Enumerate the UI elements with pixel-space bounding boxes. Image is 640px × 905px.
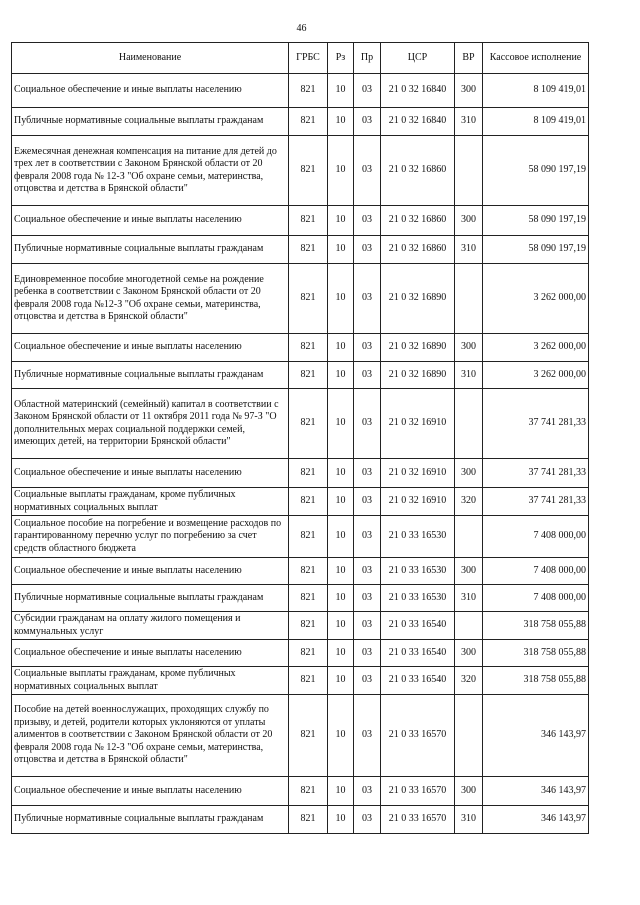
row-pr: 03	[354, 459, 381, 488]
row-vr: 300	[455, 459, 483, 488]
row-pr: 03	[354, 777, 381, 806]
row-amount: 58 090 197,19	[483, 236, 589, 264]
row-pr: 03	[354, 640, 381, 667]
header-grbs: ГРБС	[289, 43, 328, 74]
row-rz: 10	[328, 74, 354, 108]
row-rz: 10	[328, 640, 354, 667]
row-pr: 03	[354, 74, 381, 108]
row-name: Публичные нормативные социальные выплаты гражданам	[12, 108, 289, 136]
row-amount: 318 758 055,88	[483, 612, 589, 640]
row-grbs: 821	[289, 136, 328, 206]
table-row	[12, 667, 589, 695]
row-grbs: 821	[289, 585, 328, 612]
header-amount: Кассовое исполнение	[483, 43, 589, 74]
header-rz: Рз	[328, 43, 354, 74]
row-vr: 310	[455, 806, 483, 834]
row-name: Социальное обеспечение и иные выплаты населению	[12, 74, 289, 108]
table-body	[12, 74, 589, 834]
row-grbs: 821	[289, 264, 328, 334]
row-rz: 10	[328, 558, 354, 585]
row-csr: 21 0 32 16860	[381, 236, 455, 264]
row-pr: 03	[354, 206, 381, 236]
table-header-row	[12, 43, 589, 74]
row-pr: 03	[354, 136, 381, 206]
row-vr: 300	[455, 74, 483, 108]
row-grbs: 821	[289, 236, 328, 264]
row-pr: 03	[354, 585, 381, 612]
row-rz: 10	[328, 362, 354, 389]
row-name: Субсидии гражданам на оплату жилого помещения и коммунальных услуг	[12, 612, 289, 640]
row-vr: 300	[455, 558, 483, 585]
table-row	[12, 389, 589, 459]
page-number: 46	[296, 23, 307, 34]
header-vr: ВР	[455, 43, 483, 74]
row-pr: 03	[354, 362, 381, 389]
row-vr: 300	[455, 640, 483, 667]
row-pr: 03	[354, 264, 381, 334]
row-vr: 310	[455, 585, 483, 612]
row-pr: 03	[354, 236, 381, 264]
row-csr: 21 0 32 16890	[381, 362, 455, 389]
row-rz: 10	[328, 236, 354, 264]
table-row	[12, 695, 589, 777]
row-csr: 21 0 32 16890	[381, 334, 455, 362]
row-vr: 320	[455, 667, 483, 695]
row-grbs: 821	[289, 612, 328, 640]
row-vr: 310	[455, 108, 483, 136]
row-csr: 21 0 32 16840	[381, 108, 455, 136]
row-name: Социальное обеспечение и иные выплаты населению	[12, 334, 289, 362]
row-rz: 10	[328, 264, 354, 334]
row-grbs: 821	[289, 488, 328, 516]
row-csr: 21 0 33 16570	[381, 806, 455, 834]
row-grbs: 821	[289, 667, 328, 695]
row-vr: 300	[455, 206, 483, 236]
row-csr: 21 0 33 16540	[381, 612, 455, 640]
row-name: Социальное обеспечение и иные выплаты населению	[12, 206, 289, 236]
row-name: Пособие на детей военнослужащих, проходящих службу по призыву, и детей, родители которых уклоняются от уплаты алиментов в соответствии с Законом Брянской области от 20 февраля 2008 года № 12-З "Об охране семьи, материнства, отцовства и детства в Брянской области"	[12, 695, 289, 777]
row-grbs: 821	[289, 806, 328, 834]
row-name: Публичные нормативные социальные выплаты гражданам	[12, 236, 289, 264]
budget-execution-table	[11, 42, 589, 834]
row-name: Публичные нормативные социальные выплаты гражданам	[12, 362, 289, 389]
row-amount: 58 090 197,19	[483, 136, 589, 206]
row-rz: 10	[328, 136, 354, 206]
row-vr: 300	[455, 777, 483, 806]
row-amount: 37 741 281,33	[483, 459, 589, 488]
row-csr: 21 0 33 16570	[381, 777, 455, 806]
row-grbs: 821	[289, 640, 328, 667]
row-rz: 10	[328, 206, 354, 236]
row-grbs: 821	[289, 74, 328, 108]
row-rz: 10	[328, 667, 354, 695]
row-vr	[455, 136, 483, 206]
row-name: Социальное обеспечение и иные выплаты населению	[12, 558, 289, 585]
table-row	[12, 108, 589, 136]
table-row	[12, 362, 589, 389]
header-pr: Пр	[354, 43, 381, 74]
table-row	[12, 612, 589, 640]
row-pr: 03	[354, 108, 381, 136]
table-row	[12, 585, 589, 612]
row-grbs: 821	[289, 362, 328, 389]
row-vr: 320	[455, 488, 483, 516]
row-rz: 10	[328, 334, 354, 362]
row-amount: 318 758 055,88	[483, 640, 589, 667]
row-csr: 21 0 32 16860	[381, 136, 455, 206]
row-csr: 21 0 33 16540	[381, 640, 455, 667]
table-row	[12, 459, 589, 488]
row-grbs: 821	[289, 108, 328, 136]
row-amount: 7 408 000,00	[483, 585, 589, 612]
table-row	[12, 136, 589, 206]
row-grbs: 821	[289, 206, 328, 236]
row-csr: 21 0 32 16890	[381, 264, 455, 334]
row-grbs: 821	[289, 389, 328, 459]
row-csr: 21 0 33 16540	[381, 667, 455, 695]
table-row	[12, 516, 589, 558]
row-rz: 10	[328, 612, 354, 640]
row-amount: 7 408 000,00	[483, 516, 589, 558]
row-pr: 03	[354, 667, 381, 695]
row-grbs: 821	[289, 558, 328, 585]
row-rz: 10	[328, 777, 354, 806]
table-row	[12, 236, 589, 264]
table-row	[12, 558, 589, 585]
table-row	[12, 264, 589, 334]
table-row	[12, 488, 589, 516]
row-amount: 3 262 000,00	[483, 264, 589, 334]
row-rz: 10	[328, 516, 354, 558]
row-name: Социальное обеспечение и иные выплаты населению	[12, 640, 289, 667]
row-amount: 346 143,97	[483, 806, 589, 834]
row-grbs: 821	[289, 459, 328, 488]
row-rz: 10	[328, 108, 354, 136]
row-vr	[455, 389, 483, 459]
row-name: Социальное обеспечение и иные выплаты населению	[12, 459, 289, 488]
row-amount: 58 090 197,19	[483, 206, 589, 236]
row-vr: 310	[455, 236, 483, 264]
row-amount: 3 262 000,00	[483, 334, 589, 362]
row-amount: 8 109 419,01	[483, 108, 589, 136]
row-csr: 21 0 32 16860	[381, 206, 455, 236]
row-csr: 21 0 32 16910	[381, 389, 455, 459]
header-csr: ЦСР	[381, 43, 455, 74]
row-csr: 21 0 33 16530	[381, 516, 455, 558]
table-row	[12, 806, 589, 834]
table-row	[12, 74, 589, 108]
row-rz: 10	[328, 695, 354, 777]
row-vr	[455, 516, 483, 558]
row-name: Социальные выплаты гражданам, кроме публичных нормативных социальных выплат	[12, 667, 289, 695]
row-name: Социальные выплаты гражданам, кроме публичных нормативных социальных выплат	[12, 488, 289, 516]
row-csr: 21 0 32 16840	[381, 74, 455, 108]
table-row	[12, 640, 589, 667]
row-pr: 03	[354, 806, 381, 834]
row-grbs: 821	[289, 334, 328, 362]
row-name: Социальное обеспечение и иные выплаты населению	[12, 777, 289, 806]
row-amount: 7 408 000,00	[483, 558, 589, 585]
row-pr: 03	[354, 558, 381, 585]
row-vr	[455, 612, 483, 640]
row-csr: 21 0 32 16910	[381, 459, 455, 488]
row-pr: 03	[354, 389, 381, 459]
row-rz: 10	[328, 585, 354, 612]
row-vr: 310	[455, 362, 483, 389]
row-pr: 03	[354, 488, 381, 516]
row-pr: 03	[354, 612, 381, 640]
row-name: Областной материнский (семейный) капитал в соответствии с Законом Брянской области от 11 октября 2011 года № 97-З "О дополнительных мерах социальной поддержки семей, имеющих детей, на территории Брянской области"	[12, 389, 289, 459]
row-name: Социальное пособие на погребение и возмещение расходов по гарантированному перечню услуг по погребению за счет средств областного бюджета	[12, 516, 289, 558]
row-amount: 37 741 281,33	[483, 389, 589, 459]
row-pr: 03	[354, 695, 381, 777]
row-rz: 10	[328, 459, 354, 488]
row-amount: 3 262 000,00	[483, 362, 589, 389]
row-rz: 10	[328, 806, 354, 834]
row-vr	[455, 695, 483, 777]
row-csr: 21 0 33 16570	[381, 695, 455, 777]
row-csr: 21 0 33 16530	[381, 585, 455, 612]
row-name: Ежемесячная денежная компенсация на питание для детей до трех лет в соответствии с Законом Брянской области от 20 февраля 2008 года № 12-З "Об охране семьи, материнства, отцовства и детства в Брянской области"	[12, 136, 289, 206]
row-amount: 346 143,97	[483, 695, 589, 777]
row-csr: 21 0 32 16910	[381, 488, 455, 516]
row-pr: 03	[354, 334, 381, 362]
table-row	[12, 206, 589, 236]
row-rz: 10	[328, 488, 354, 516]
row-grbs: 821	[289, 516, 328, 558]
table-row	[12, 334, 589, 362]
row-amount: 318 758 055,88	[483, 667, 589, 695]
row-amount: 37 741 281,33	[483, 488, 589, 516]
row-grbs: 821	[289, 695, 328, 777]
header-name: Наименование	[12, 43, 289, 74]
row-name: Единовременное пособие многодетной семье на рождение ребенка в соответствии с Законом Брянской области от 20 февраля 2008 года №12-З "Об охране семьи, материнства, отцовства и детства в Брянской области"	[12, 264, 289, 334]
row-amount: 8 109 419,01	[483, 74, 589, 108]
table-row	[12, 777, 589, 806]
row-rz: 10	[328, 389, 354, 459]
row-vr: 300	[455, 334, 483, 362]
row-grbs: 821	[289, 777, 328, 806]
row-csr: 21 0 33 16530	[381, 558, 455, 585]
row-vr	[455, 264, 483, 334]
row-amount: 346 143,97	[483, 777, 589, 806]
row-pr: 03	[354, 516, 381, 558]
row-name: Публичные нормативные социальные выплаты гражданам	[12, 806, 289, 834]
row-name: Публичные нормативные социальные выплаты гражданам	[12, 585, 289, 612]
